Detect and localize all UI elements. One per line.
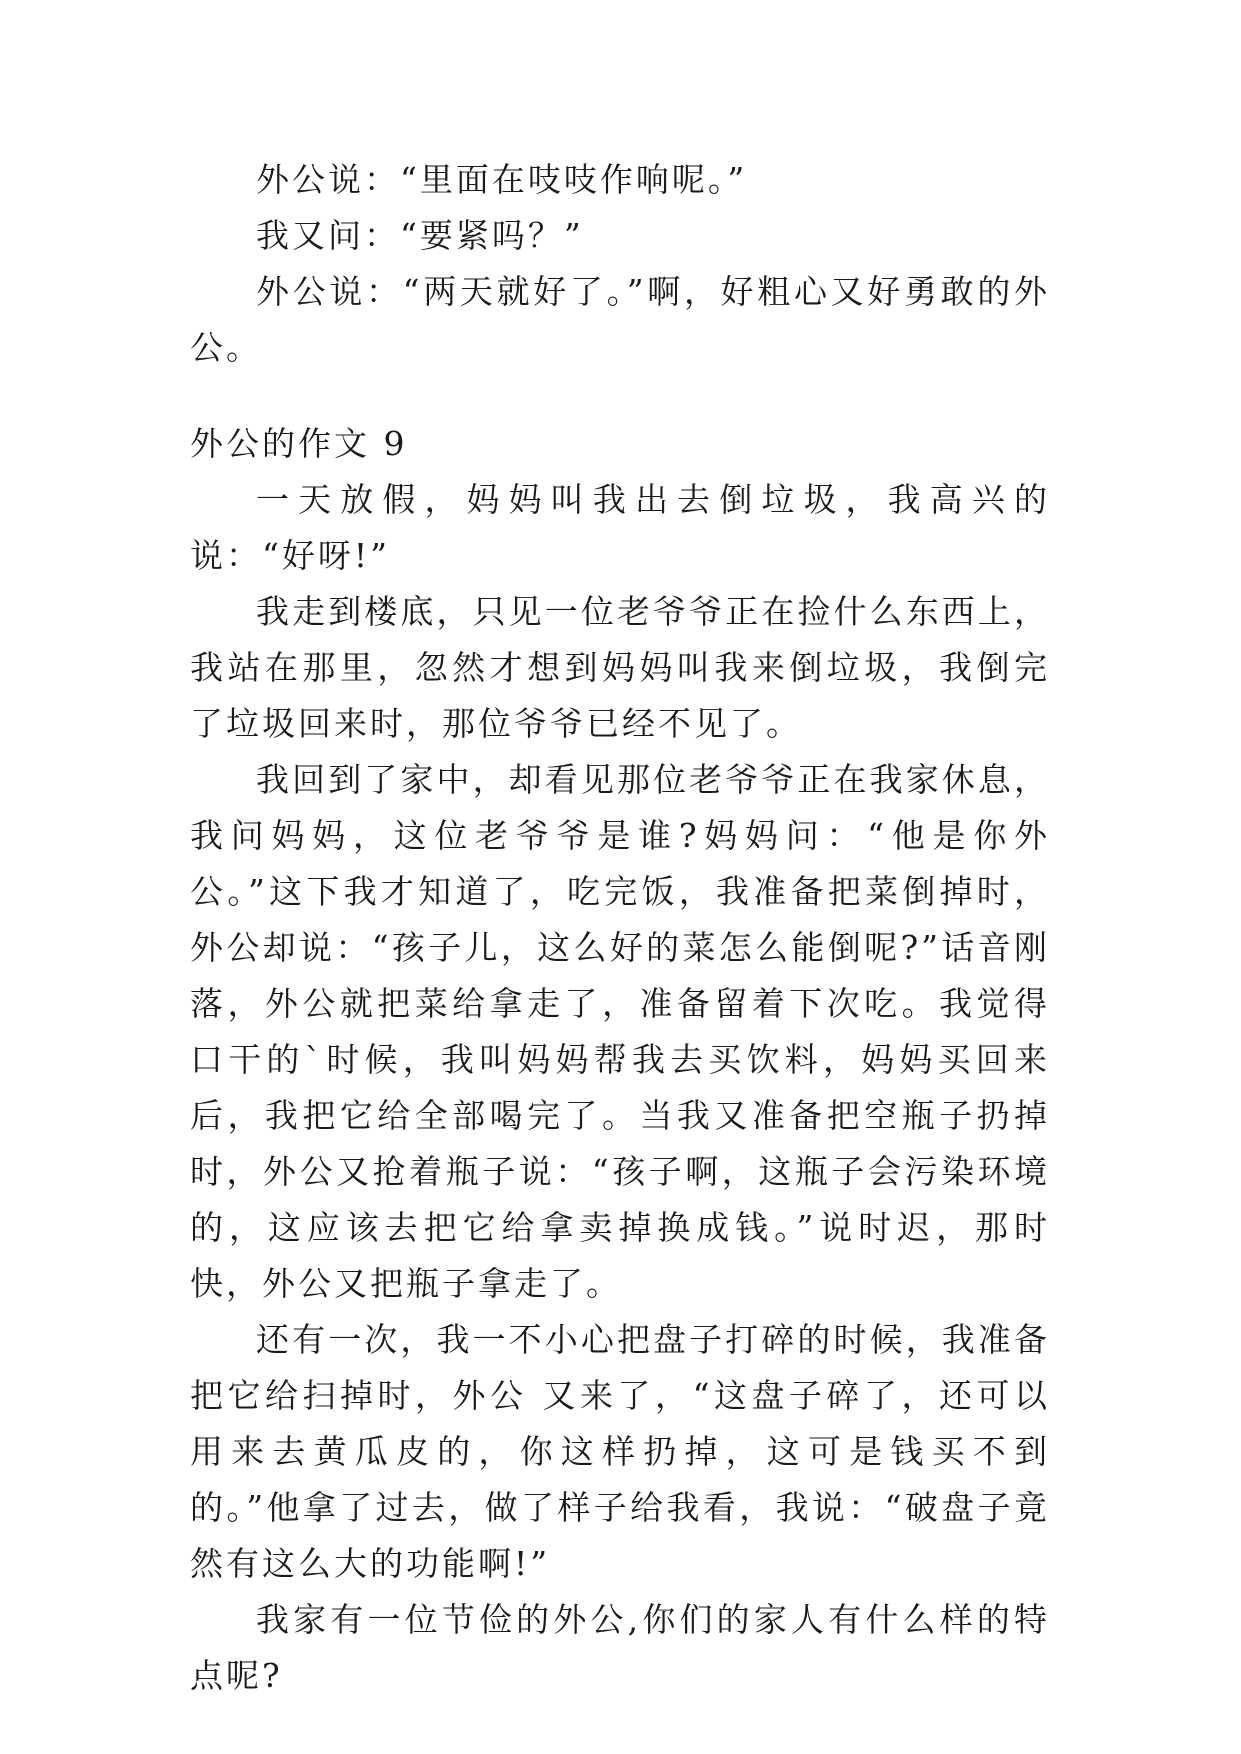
body-paragraph-1: 一天放假，妈妈叫我出去倒垃圾，我高兴的说：“好呀!” [190,480,1050,575]
intro-paragraph-2: 我又问：“要紧吗？” [256,216,584,255]
body-paragraph-2: 我走到楼底，只见一位老爷爷正在捡什么东西上，我站在那里，忽然才想到妈妈叫我来倒垃圾，我倒完了垃圾回来时，那位爷爷已经不见了。 [190,592,1050,743]
document-body [190,152,1050,1704]
body-paragraph-3: 我回到了家中，却看见那位老爷爷正在我家休息，我问妈妈，这位老爷爷是谁?妈妈问：“他是你外公。”这下我才知道了，吃完饭，我准备把菜倒掉时，外公却说：“孩子儿，这么好的菜怎么能倒呢?”话音刚落，外公就把菜给拿走了，准备留着下次吃。我觉得口干的`时候，我叫妈妈帮我去买饮料，妈妈买回来后，我把它给全部喝完了。当我又准备把空瓶子扔掉时，外公又抢着瓶子说：“孩子啊，这瓶子会污染环境的，这应该去把它给拿卖掉换成钱。”说时迟，那时快，外公又把瓶子拿走了。 [190,760,1050,1303]
section-spacer [190,376,1050,416]
intro-paragraph-1: 外公说：“里面在吱吱作响呢。” [256,160,748,199]
section-title: 外公的作文 9 [190,424,408,463]
body-paragraph-4: 还有一次，我一不小心把盘子打碎的时候，我准备把它给扫掉时，外公 又来了，“这盘子碎了，还可以用来去黄瓜皮的，你这样扔掉，这可是钱买不到的。”他拿了过去，做了样子给我看，我说：“破盘子竟然有这么大的功能啊!” [190,1320,1050,1583]
intro-paragraph-3: 外公说：“两天就好了。”啊，好粗心又好勇敢的外公。 [190,272,1050,367]
body-paragraph-5: 我家有一位节俭的外公,你们的家人有什么样的特点呢? [190,1600,1050,1695]
